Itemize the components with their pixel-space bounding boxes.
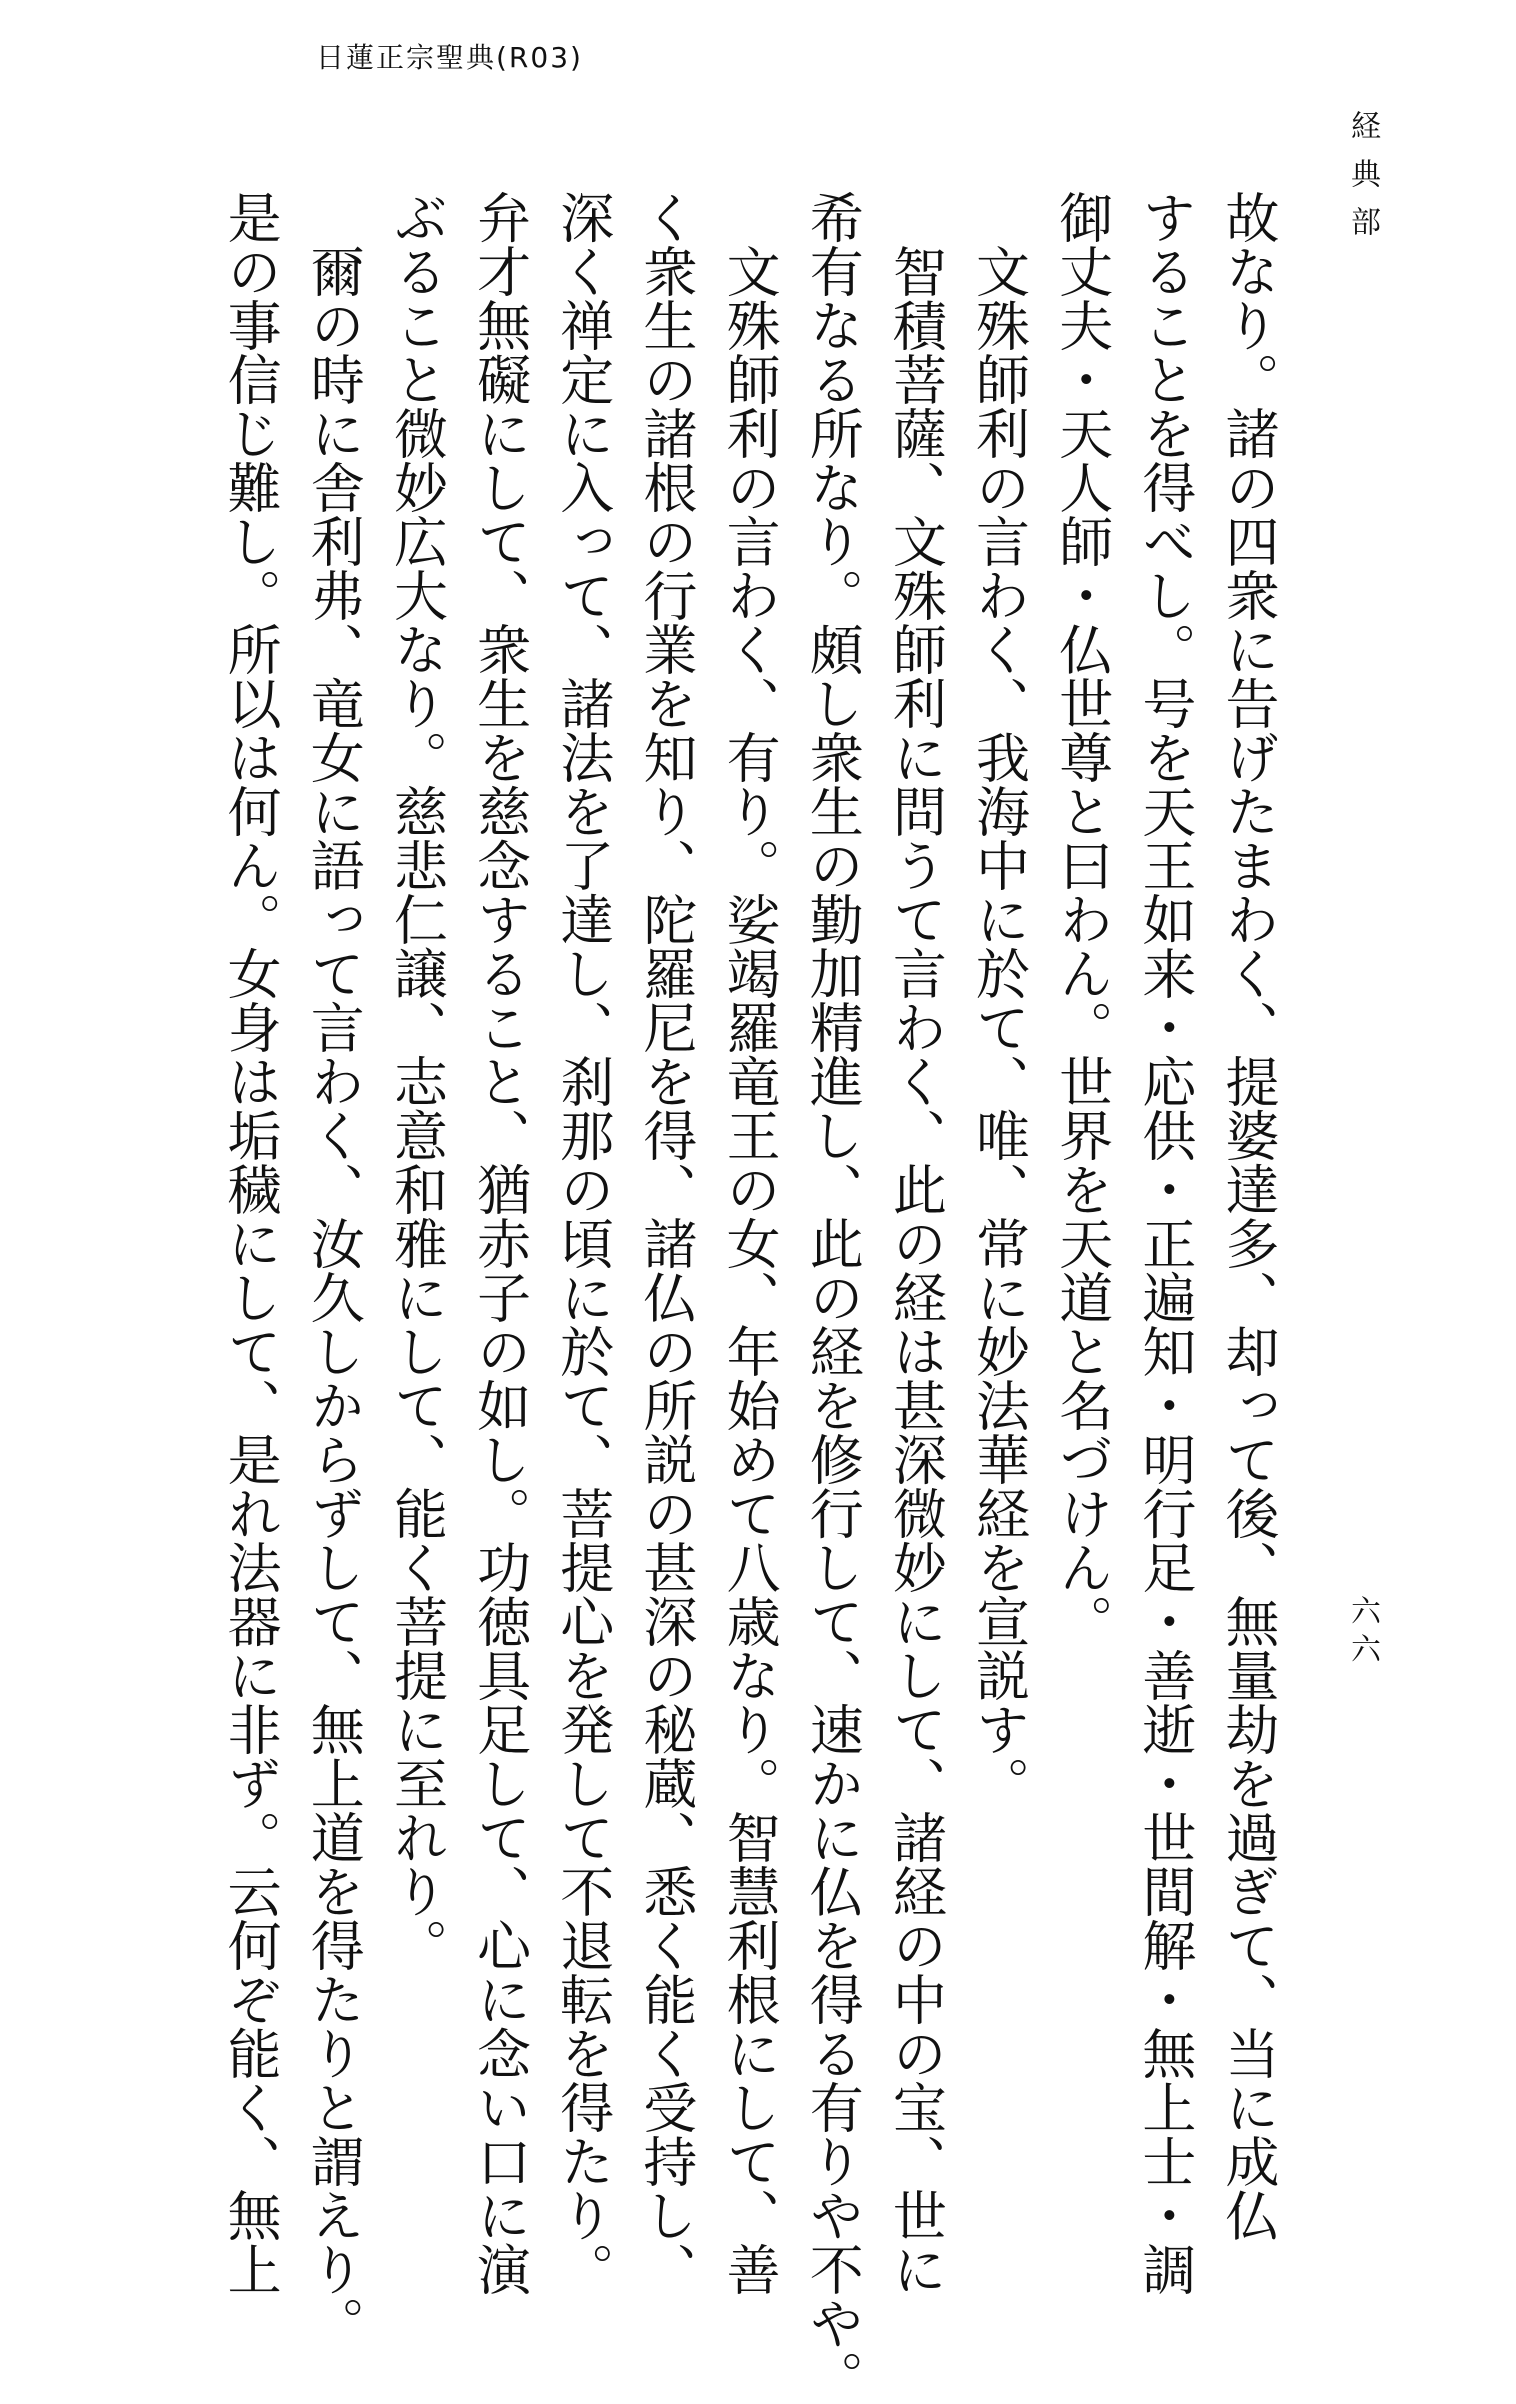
text-line: ぶること微妙広大なり。慈悲仁譲、志意和雅にして、能く菩提に至れり。 bbox=[385, 190, 449, 1972]
text-line: 是の事信じ難し。所以は何ん。女身は垢穢にして、是れ法器に非ず。云何ぞ能く、無上 bbox=[219, 190, 283, 2296]
text-line: 智積菩薩、文殊師利に問うて言わく、此の経は甚深微妙にして、諸経の中の宝、世に bbox=[884, 244, 948, 2296]
document-title: 日蓮正宗聖典(R03) bbox=[316, 41, 583, 74]
text-line: 希有なる所なり。頗し衆生の勤加精進し、此の経を修行して、速かに仏を得る有りや不や。 bbox=[801, 190, 865, 2404]
section-label: 経典部 bbox=[1345, 110, 1380, 254]
text-line: することを得べし。号を天王如来・応供・正遍知・明行足・善逝・世間解・無上士・調 bbox=[1133, 190, 1197, 2296]
text-line: 爾の時に舎利弗、竜女に語って言わく、汝久しからずして、無上道を得たりと謂えり。 bbox=[302, 244, 366, 2350]
text-line: 弁才無礙にして、衆生を慈念すること、猶赤子の如し。功徳具足して、心に念い口に演 bbox=[468, 190, 532, 2296]
page-number: 六六 bbox=[1345, 1595, 1380, 1671]
text-line: 文殊師利の言わく、有り。娑竭羅竜王の女、年始めて八歳なり。智慧利根にして、善 bbox=[718, 244, 782, 2296]
scripture-body bbox=[150, 190, 1290, 2404]
text-line: 御丈夫・天人師・仏世尊と曰わん。世界を天道と名づけん。 bbox=[1050, 190, 1114, 1648]
text-line: 故なり。諸の四衆に告げたまわく、提婆達多、却って後、無量劫を過ぎて、当に成仏 bbox=[1217, 190, 1280, 2242]
text-line: 深く禅定に入って、諸法を了達し、刹那の頃に於て、菩提心を発して不退転を得たり。 bbox=[551, 190, 615, 2296]
text-line: く衆生の諸根の行業を知り、陀羅尼を得、諸仏の所説の甚深の秘蔵、悉く能く受持し、 bbox=[634, 190, 698, 2296]
text-line: 文殊師利の言わく、我海中に於て、唯、常に妙法華経を宣説す。 bbox=[967, 244, 1031, 1810]
